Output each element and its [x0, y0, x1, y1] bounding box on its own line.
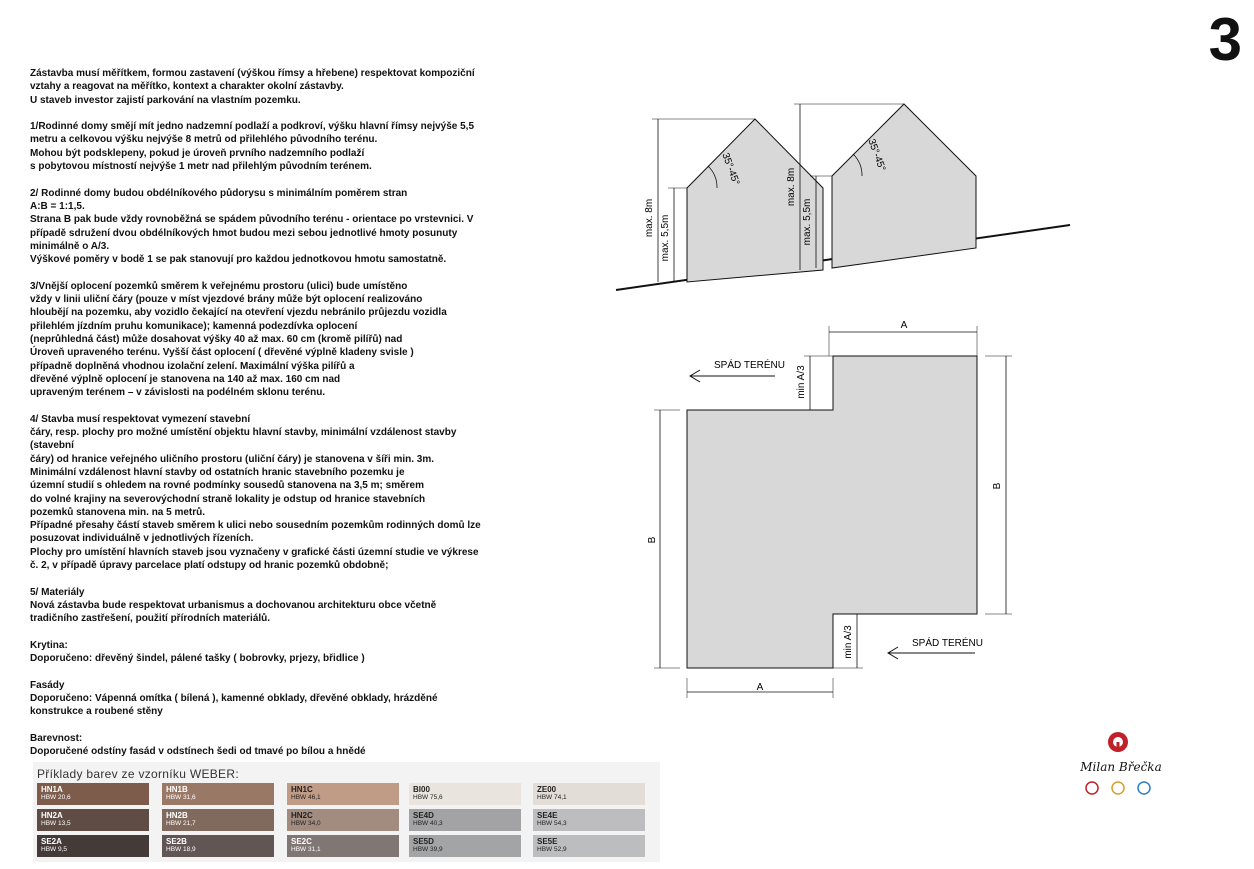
color-swatch [287, 809, 399, 831]
plan-label-b-right: B [992, 482, 1003, 490]
swatch-title: Příklady barev ze vzorníku WEBER: [37, 767, 239, 781]
text-line: případě sdružení dvou obdélníkových hmot budou mezi sebou jednotlivé hmoty posunuty [30, 227, 458, 239]
text-line: Zástavba musí měřítkem, formou zastavení (výškou římsy a hřebene) respektovat kompoziční [30, 68, 475, 79]
text-line: konstrukce a roubené stěny [30, 706, 163, 718]
plan-label-a-top: A [900, 320, 908, 331]
swatch-code: SE5D [413, 837, 434, 846]
swatch-code: SE4E [537, 811, 558, 820]
text-line: Výškové poměry v bodě 1 se pak stanovují pro každou jednotkovou hmotu samostatně. [30, 254, 447, 266]
swatch-hbw: HBW 9,5 [41, 846, 68, 853]
text-line: tradičního zastřešení, použití přírodních materiálů. [30, 613, 271, 625]
swatch-hbw: HBW 20,6 [41, 794, 71, 801]
text-line: U staveb investor zajistí parkování na vlastním pozemku. [30, 94, 301, 106]
swatch-hbw: HBW 39,9 [413, 846, 443, 853]
text-line: (neprůhledná část) může dosahovat výšky 40 až max. 60 cm (kromě pilířů) nad [30, 333, 403, 345]
swatch-hbw: HBW 13,5 [41, 820, 71, 827]
color-swatch [409, 809, 521, 831]
text-line: Úroveň upraveného terénu. Vyšší část oplocení ( dřevěné výplně kladeny svisle ) [30, 347, 414, 359]
color-swatch [287, 783, 399, 805]
swatch-code: HN2C [291, 811, 313, 820]
text-line: vždy v linii uliční čáry (pouze v míst vjezdové brány může být oplocení realizováno [30, 294, 423, 306]
swatch-code: SE5E [537, 837, 558, 846]
color-swatch [409, 783, 521, 805]
color-swatch [162, 835, 274, 857]
swatch-code: SE2B [166, 837, 187, 846]
text-line: Krytina: [30, 639, 68, 651]
text-line: případně doplněná vhodnou izolační zelení. Maximální výška pilířů a [30, 360, 355, 372]
text-line: Nová zástavba bude respektovat urbanismus a dochovanou architekturu obce včetně [30, 599, 437, 611]
color-swatch [533, 783, 645, 805]
swatch-hbw: HBW 31,1 [291, 846, 321, 853]
plan-diagram [647, 320, 1012, 698]
color-swatch-panel [33, 762, 660, 862]
text-line: hloubějí na pozemku, aby vozidlo čekající na otevření vjezdu nebránilo průjezdu vozidla [30, 307, 447, 319]
swatch-code: HN2A [41, 811, 63, 820]
text-line: 4/ Stavba musí respektovat vymezení stavební [30, 413, 251, 425]
text-line: Strana B pak bude vždy rovnoběžná se spádem původního terénu - orientace po vrstevnici. V [30, 214, 474, 226]
plan-label-b-left: B [647, 536, 658, 544]
swatch-hbw: HBW 34,0 [291, 820, 321, 827]
swatch-hbw: HBW 18,9 [166, 846, 196, 853]
text-line: Fasády [30, 679, 65, 691]
color-swatch [533, 809, 645, 831]
swatch-code: HN1B [166, 785, 188, 794]
swatch-hbw: HBW 31,6 [166, 794, 196, 801]
color-swatch [37, 835, 149, 857]
text-line: do volné krajiny na severovýchodní straně lokality je odstup od hranice stavebních [30, 493, 426, 505]
color-swatch [37, 809, 149, 831]
plan-label-slope-top: SPÁD TERÉNU [714, 360, 785, 371]
swatch-code: ZE00 [537, 785, 557, 794]
plan-label-min-top: min A/3 [796, 365, 807, 399]
text-line: pozemků stanovena min. na 5 metrů. [30, 506, 206, 518]
text-line: čáry) od hranice veřejného uličního prostoru (uliční čáry) je stanovena v šíři min. 3m. [30, 453, 435, 465]
text-line: Barevnost: [30, 732, 83, 744]
swatch-code: SE4D [413, 811, 434, 820]
text-line: upraveným terénem – v závislosti na podélném sklonu terénu. [30, 387, 326, 399]
house-2 [832, 104, 976, 268]
text-line: (stavební [30, 440, 74, 452]
swatch-code: HN1A [41, 785, 63, 794]
text-line: Případné přesahy částí staveb směrem k ulici nebo sousedním pozemkům rodinných domů lze [30, 520, 481, 532]
swatch-code: HN1C [291, 785, 313, 794]
color-swatch [37, 783, 149, 805]
author-logo [1065, 730, 1175, 802]
text-line: Doporučené odstíny fasád v odstínech šedi od tmavé po bílou a hnědé [30, 746, 366, 758]
page-number: 3 [1208, 6, 1242, 73]
text-line: č. 2, v případě úpravy parcelace platí odstupy od hranic pozemků obdobně; [30, 559, 389, 571]
plan-label-min-bottom: min A/3 [843, 625, 854, 659]
text-line: územní studií s ohledem na rovné podmínky sousedů stanovena na 3,5 m; směrem [30, 480, 424, 492]
color-swatch [409, 835, 521, 857]
text-line: 3/Vnější oplocení pozemků směrem k veřejnému prostoru (ulici) bude umístěno [30, 280, 408, 292]
text-line: s pobytovou místností nejvýše 1 metr nad přilehlým původním terénem. [30, 161, 372, 173]
section-label-max55-1: max. 5,5m [660, 214, 671, 262]
text-line: 1/Rodinné domy smějí mít jedno nadzemní podlaží a podkroví, výšku hlavní římsy nejvýše 5,5 [30, 121, 475, 133]
color-swatch [162, 783, 274, 805]
text-line: minimálně o A/3. [30, 240, 110, 252]
plan-footprint [687, 356, 977, 668]
section-label-max8-1: max. 8m [644, 198, 655, 238]
swatch-code: BI00 [413, 785, 430, 794]
text-line: Plochy pro umístění hlavních staveb jsou vyznačeny v grafické části územní studie ve výkrese [30, 546, 479, 558]
text-line: dřevěné výplně oplocení je stanovena na 140 až max. 160 cm nad [30, 373, 341, 385]
section-diagram [616, 104, 1070, 290]
swatch-hbw: HBW 75,6 [413, 794, 443, 801]
section-label-max8-2: max. 8m [786, 167, 797, 207]
section-label-roof-1: 35°-45° [719, 151, 742, 187]
color-swatch [287, 835, 399, 857]
text-line: čáry, resp. plochy pro možné umístění objektu hlavní stavby, minimální vzdálenost stavby [30, 427, 457, 439]
swatch-hbw: HBW 46,1 [291, 794, 321, 801]
text-line: vztahy a reagovat na měřítko, kontext a charakter okolní zástavby. [30, 81, 344, 93]
text-line: přilehlém jízdním pruhu komunikace); kamenná podezdívka oplocení [30, 320, 358, 332]
text-line: metru a celkovou výšku nejvýše 8 metrů od přilehlého původního terénu. [30, 134, 378, 146]
swatch-hbw: HBW 74,1 [537, 794, 567, 801]
section-label-roof-2: 35°-45° [865, 137, 888, 173]
plan-label-a-bottom: A [756, 682, 764, 693]
swatch-code: HN2B [166, 811, 188, 820]
section-label-max55-2: max. 5,5m [802, 198, 813, 246]
text-line: Minimální vzdálenost hlavní stavby od ostatních hranic stavebního pozemku je [30, 466, 405, 478]
text-line: 5/ Materiály [30, 586, 85, 598]
logo-name: Milan Břečka [1080, 760, 1162, 774]
text-line: 2/ Rodinné domy budou obdélníkového půdorysu s minimálním poměrem stran [30, 187, 408, 199]
swatch-code: SE2A [41, 837, 62, 846]
text-line: A:B = 1:1,5. [30, 200, 85, 212]
swatch-hbw: HBW 54,3 [537, 820, 567, 827]
text-line: Doporučeno: Vápenná omítka ( bílená ), kamenné obklady, dřevěné obklady, hrázděné [30, 692, 438, 704]
swatch-hbw: HBW 21,7 [166, 820, 196, 827]
text-line: Doporučeno: dřevěný šindel, pálené tašky ( bobrovky, prjezy, břidlice ) [30, 653, 365, 665]
swatch-hbw: HBW 52,9 [537, 846, 567, 853]
text-line: Mohou být podsklepeny, pokud je úroveň prvního nadzemního podlaží [30, 147, 365, 159]
plan-label-slope-bottom: SPÁD TERÉNU [912, 638, 983, 649]
text-line: posuzovat individuálně v jednotlivých řízeních. [30, 533, 254, 545]
color-swatch [533, 835, 645, 857]
swatch-code: SE2C [291, 837, 312, 846]
swatch-hbw: HBW 40,3 [413, 820, 443, 827]
color-swatch [162, 809, 274, 831]
